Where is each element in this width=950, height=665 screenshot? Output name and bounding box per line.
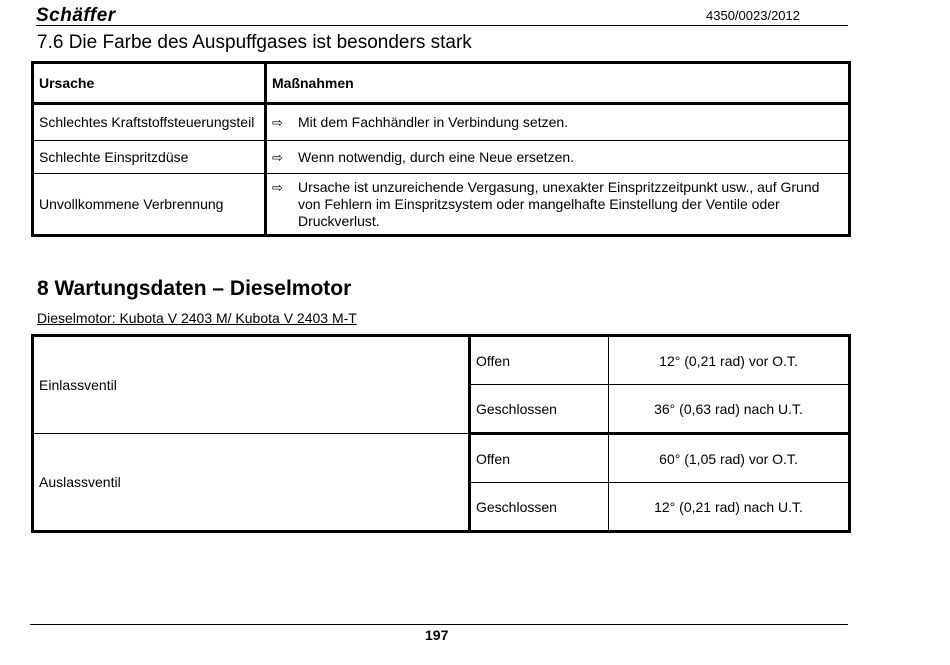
valve-value-cell: 12° (0,21 rad) nach U.T.	[609, 483, 850, 532]
arrow-right-icon: ⇨	[272, 149, 283, 165]
measure-text: Mit dem Fachhändler in Verbindung setzen.	[298, 114, 569, 130]
section-8-title: 8 Wartungsdaten – Dieselmotor	[37, 277, 352, 300]
arrow-right-icon: ⇨	[272, 179, 283, 195]
table-row	[33, 141, 850, 174]
valve-value-cell: 12° (0,21 rad) vor O.T.	[609, 336, 850, 385]
valve-state-cell: Geschlossen	[470, 385, 609, 434]
measure-text: Ursache ist unzureichende Vergasung, unexakter Einspritzzeitpunkt usw., auf Grund von Fehlern im Einspritzsystem oder mangelhafte Einstellung der Ventile oder Druckverlust.	[298, 178, 820, 229]
footer-divider	[30, 624, 848, 625]
cause-cell: Unvollkommene Verbrennung	[33, 174, 266, 236]
table-row	[33, 104, 850, 141]
cause-cell: Schlechte Einspritzdüse	[33, 141, 266, 174]
measure-cell	[266, 141, 850, 174]
valve-value-cell: 60° (1,05 rad) vor O.T.	[609, 434, 850, 483]
measure-text: Wenn notwendig, durch eine Neue ersetzen.	[298, 148, 575, 165]
table-row	[33, 434, 850, 483]
document-number: 4350/0023/2012	[706, 8, 800, 23]
table-header-row	[33, 63, 850, 104]
cause-cell: Schlechtes Kraftstoffsteuerungsteil	[33, 104, 266, 141]
measure-cell	[266, 104, 850, 141]
engine-model-subtitle: Dieselmotor: Kubota V 2403 M/ Kubota V 2403 M-T	[37, 310, 357, 326]
table-row	[33, 174, 850, 236]
valve-state-cell: Geschlossen	[470, 483, 609, 532]
column-header-measures: Maßnahmen	[266, 63, 850, 104]
page-number: 197	[425, 627, 449, 643]
section-76-title: 7.6 Die Farbe des Auspuffgases ist besonders stark	[37, 32, 472, 53]
valve-value-cell: 36° (0,63 rad) nach U.T.	[609, 385, 850, 434]
header-divider	[36, 25, 848, 26]
table-row	[33, 336, 850, 385]
valve-timing-table	[31, 334, 851, 533]
valve-name-cell: Auslassventil	[33, 434, 470, 532]
exhaust-troubleshooting-table	[31, 61, 851, 237]
measure-cell	[266, 174, 850, 236]
valve-state-cell: Offen	[470, 434, 609, 483]
valve-state-cell: Offen	[470, 336, 609, 385]
brand-logo: Schäffer	[36, 5, 116, 26]
arrow-right-icon: ⇨	[272, 115, 283, 130]
valve-name-cell: Einlassventil	[33, 336, 470, 434]
column-header-cause: Ursache	[33, 63, 266, 104]
